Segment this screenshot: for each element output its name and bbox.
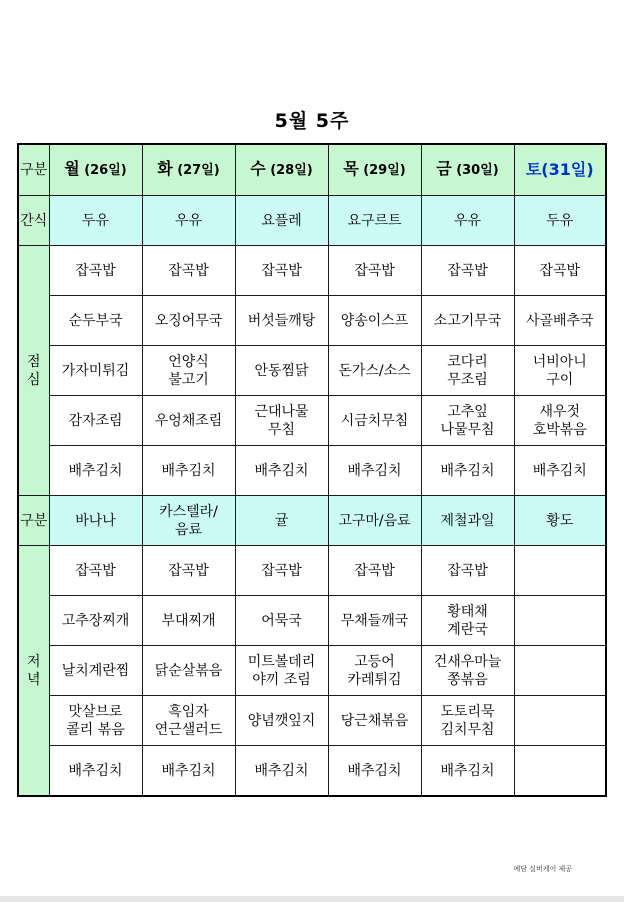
menu-item-line: 오징어무국 bbox=[154, 312, 223, 329]
menu-item-line: 날치계란찜 bbox=[61, 662, 130, 679]
menu-item-line: 나물무침 bbox=[440, 421, 495, 438]
menu-item-line: 무조림 bbox=[447, 371, 488, 388]
menu-item-line: 미트볼데리 bbox=[247, 653, 316, 670]
menu-item-line: 잡곡밥 bbox=[168, 262, 209, 279]
menu-cell bbox=[49, 546, 142, 596]
snack-item: 우유 bbox=[142, 196, 235, 246]
day-name: 목 bbox=[343, 159, 359, 178]
menu-item-line: 배추김치 bbox=[161, 762, 216, 779]
menu-item-line: 배추김치 bbox=[254, 462, 309, 479]
menu-cell bbox=[328, 596, 421, 646]
menu-item-line: 카스텔라/ bbox=[159, 503, 218, 520]
menu-item-line: 잡곡밥 bbox=[539, 262, 581, 279]
menu-cell bbox=[49, 246, 142, 296]
lunch-label bbox=[18, 246, 49, 496]
menu-cell bbox=[235, 746, 328, 797]
snack-item: 요구르트 bbox=[328, 196, 421, 246]
menu-item-line: 시금치무침 bbox=[340, 412, 409, 429]
menu-item-line: 사골배추국 bbox=[525, 312, 594, 329]
menu-item-line: 황도 bbox=[546, 512, 574, 529]
menu-cell bbox=[49, 346, 142, 396]
menu-item-line: 도토리묵 bbox=[440, 703, 495, 720]
menu-item-line: 코다리 bbox=[447, 353, 488, 370]
menu-cell bbox=[421, 746, 514, 797]
menu-item-line: 배추김치 bbox=[254, 762, 309, 779]
menu-cell bbox=[235, 296, 328, 346]
menu-item-line: 순두부국 bbox=[68, 312, 123, 329]
menu-cell bbox=[49, 396, 142, 446]
menu-item-line: 안동찜닭 bbox=[254, 362, 309, 379]
menu-item-line: 배추김치 bbox=[347, 762, 402, 779]
dinner-label-char: 저 bbox=[26, 653, 41, 670]
menu-item-line: 배추김치 bbox=[440, 762, 495, 779]
menu-cell bbox=[514, 746, 606, 797]
menu-cell bbox=[235, 246, 328, 296]
dinner-label-char: 녁 bbox=[26, 671, 41, 688]
header-row bbox=[18, 144, 606, 196]
menu-cell bbox=[328, 346, 421, 396]
menu-item-line: 부대찌개 bbox=[161, 612, 216, 629]
footer-credit: 예담 실버케어 제공 bbox=[513, 865, 572, 873]
menu-cell bbox=[328, 646, 421, 696]
header-day-tue bbox=[142, 144, 235, 196]
menu-item-line: 너비아니 bbox=[532, 353, 587, 370]
day-name: 수 bbox=[250, 159, 266, 178]
mid-item bbox=[421, 496, 514, 546]
menu-item-line: 고등어 bbox=[354, 653, 395, 670]
menu-item-line: 새우젓 bbox=[539, 403, 581, 420]
menu-item-line: 잡곡밥 bbox=[354, 562, 395, 579]
menu-item-line: 쫑볶음 bbox=[447, 671, 488, 688]
menu-cell bbox=[421, 596, 514, 646]
menu-item-line: 김치무침 bbox=[440, 721, 495, 738]
menu-cell bbox=[49, 446, 142, 496]
day-name: 화 bbox=[157, 159, 173, 178]
menu-cell bbox=[49, 596, 142, 646]
menu-item-line: 무채들깨국 bbox=[340, 612, 409, 629]
mid-item bbox=[514, 496, 606, 546]
menu-item-line: 배추김치 bbox=[347, 462, 402, 479]
menu-cell bbox=[421, 346, 514, 396]
menu-item-line: 잡곡밥 bbox=[261, 262, 302, 279]
menu-cell bbox=[142, 646, 235, 696]
menu-item-line: 야끼 조림 bbox=[252, 671, 311, 688]
lunch-row bbox=[18, 446, 606, 496]
dinner-row bbox=[18, 746, 606, 797]
snack-item: 두유 bbox=[49, 196, 142, 246]
menu-item-line: 배추김치 bbox=[440, 462, 495, 479]
lunch-row bbox=[18, 396, 606, 446]
mid-item bbox=[328, 496, 421, 546]
mid-item bbox=[235, 496, 328, 546]
menu-cell bbox=[328, 446, 421, 496]
mid-label: 구분 bbox=[18, 496, 49, 546]
menu-cell bbox=[328, 546, 421, 596]
menu-item-line: 계란국 bbox=[447, 621, 488, 638]
mid-item bbox=[142, 496, 235, 546]
menu-item-line: 콜리 볶음 bbox=[66, 721, 125, 738]
menu-cell bbox=[421, 696, 514, 746]
header-day-fri bbox=[421, 144, 514, 196]
menu-cell bbox=[49, 746, 142, 797]
menu-item-line: 배추김치 bbox=[161, 462, 216, 479]
menu-cell bbox=[421, 546, 514, 596]
header-day-wed bbox=[235, 144, 328, 196]
menu-cell bbox=[421, 296, 514, 346]
menu-cell bbox=[328, 396, 421, 446]
day-date: (30일) bbox=[456, 163, 499, 178]
menu-cell bbox=[142, 346, 235, 396]
menu-item-line: 잡곡밥 bbox=[75, 562, 116, 579]
snack-row bbox=[18, 196, 606, 246]
menu-item-line: 잡곡밥 bbox=[447, 562, 488, 579]
day-name: 월 bbox=[64, 159, 80, 178]
menu-item-line: 호박볶음 bbox=[532, 421, 587, 438]
menu-cell bbox=[514, 696, 606, 746]
menu-item-line: 어묵국 bbox=[261, 612, 302, 629]
menu-cell bbox=[514, 646, 606, 696]
menu-cell bbox=[142, 546, 235, 596]
menu-cell bbox=[235, 696, 328, 746]
menu-item-line: 흑임자 bbox=[168, 703, 209, 720]
menu-item-line: 잡곡밥 bbox=[75, 262, 116, 279]
day-name: 금 bbox=[436, 159, 452, 178]
menu-item-line: 귤 bbox=[274, 512, 289, 529]
menu-cell bbox=[142, 746, 235, 797]
menu-item-line: 돈가스/소스 bbox=[338, 362, 411, 379]
snack-item: 우유 bbox=[421, 196, 514, 246]
menu-item-line: 가자미튀김 bbox=[61, 362, 130, 379]
menu-item-line: 근대나물 bbox=[254, 403, 309, 420]
menu-cell bbox=[49, 296, 142, 346]
menu-cell bbox=[235, 646, 328, 696]
day-date: (27일) bbox=[177, 163, 220, 178]
menu-item-line: 배추김치 bbox=[68, 762, 123, 779]
lunch-row bbox=[18, 246, 606, 296]
menu-item-line: 잡곡밥 bbox=[354, 262, 395, 279]
menu-cell bbox=[421, 246, 514, 296]
menu-item-line: 우엉채조림 bbox=[154, 412, 223, 429]
bottom-bar bbox=[0, 896, 624, 902]
menu-item-line: 당근채볶음 bbox=[340, 712, 409, 729]
menu-cell bbox=[421, 396, 514, 446]
menu-item-line: 잡곡밥 bbox=[168, 562, 209, 579]
header-day-mon bbox=[49, 144, 142, 196]
menu-item-line: 소고기무국 bbox=[433, 312, 502, 329]
menu-cell bbox=[328, 246, 421, 296]
menu-item-line: 배추김치 bbox=[68, 462, 123, 479]
day-date: (28일) bbox=[270, 163, 313, 178]
lunch-row bbox=[18, 296, 606, 346]
header-label: 구분 bbox=[18, 144, 49, 196]
menu-cell bbox=[235, 546, 328, 596]
menu-item-line: 양념깻잎지 bbox=[247, 712, 316, 729]
saturday-label: 토(31일) bbox=[525, 159, 594, 179]
menu-item-line: 배추김치 bbox=[532, 462, 587, 479]
menu-cell bbox=[421, 446, 514, 496]
menu-cell bbox=[235, 596, 328, 646]
snack-item: 요플레 bbox=[235, 196, 328, 246]
menu-item-line: 연근샐러드 bbox=[154, 721, 223, 738]
menu-item-line: 구이 bbox=[546, 371, 574, 388]
lunch-row bbox=[18, 346, 606, 396]
menu-item-line: 맛살브로 bbox=[68, 703, 123, 720]
menu-cell bbox=[421, 646, 514, 696]
menu-item-line: 제철과일 bbox=[440, 512, 495, 529]
menu-item-line: 고추잎 bbox=[447, 403, 488, 420]
dinner-label bbox=[18, 546, 49, 797]
snack-label: 간식 bbox=[18, 196, 49, 246]
menu-cell bbox=[142, 396, 235, 446]
menu-item-line: 바나나 bbox=[75, 512, 116, 529]
dinner-row bbox=[18, 696, 606, 746]
menu-item-line: 언양식 bbox=[168, 353, 209, 370]
menu-item-line: 고구마/음료 bbox=[338, 512, 411, 529]
menu-cell bbox=[142, 246, 235, 296]
menu-item-line: 음료 bbox=[174, 521, 203, 538]
menu-item-line: 양송이스프 bbox=[340, 312, 409, 329]
lunch-label-char: 점 bbox=[26, 353, 41, 370]
menu-item-line: 감자조림 bbox=[68, 412, 123, 429]
weekly-menu-table bbox=[17, 143, 607, 797]
menu-cell bbox=[49, 646, 142, 696]
menu-cell bbox=[142, 296, 235, 346]
menu-cell bbox=[328, 746, 421, 797]
menu-item-line: 무침 bbox=[267, 421, 296, 438]
menu-cell bbox=[235, 446, 328, 496]
snack-item: 두유 bbox=[514, 196, 606, 246]
dinner-row bbox=[18, 596, 606, 646]
menu-item-line: 황태채 bbox=[447, 603, 488, 620]
page-title: 5월 5주 bbox=[274, 110, 350, 132]
menu-cell bbox=[514, 246, 606, 296]
menu-item-line: 건새우마늘 bbox=[433, 653, 502, 670]
menu-cell bbox=[514, 546, 606, 596]
dinner-row bbox=[18, 646, 606, 696]
menu-cell bbox=[142, 696, 235, 746]
menu-item-line: 잡곡밥 bbox=[261, 562, 302, 579]
menu-cell bbox=[514, 596, 606, 646]
day-date: (26일) bbox=[84, 163, 127, 178]
menu-cell bbox=[49, 696, 142, 746]
menu-cell bbox=[142, 446, 235, 496]
header-day-thu bbox=[328, 144, 421, 196]
menu-cell bbox=[328, 296, 421, 346]
day-date: (29일) bbox=[363, 163, 406, 178]
menu-cell bbox=[235, 346, 328, 396]
lunch-label-char: 심 bbox=[26, 371, 41, 388]
menu-item-line: 잡곡밥 bbox=[447, 262, 488, 279]
mid-item bbox=[49, 496, 142, 546]
menu-item-line: 고추장찌개 bbox=[61, 612, 130, 629]
menu-item-line: 버섯들깨탕 bbox=[247, 312, 316, 329]
header-day-sat bbox=[514, 144, 606, 196]
dinner-row bbox=[18, 546, 606, 596]
menu-cell bbox=[514, 396, 606, 446]
menu-cell bbox=[514, 296, 606, 346]
menu-cell bbox=[328, 696, 421, 746]
mid-row bbox=[18, 496, 606, 546]
menu-cell bbox=[235, 396, 328, 446]
menu-cell bbox=[514, 346, 606, 396]
menu-cell bbox=[142, 596, 235, 646]
menu-item-line: 카레튀김 bbox=[347, 671, 402, 688]
menu-cell bbox=[514, 446, 606, 496]
menu-item-line: 닭순살볶음 bbox=[154, 662, 223, 679]
menu-item-line: 불고기 bbox=[168, 371, 209, 388]
